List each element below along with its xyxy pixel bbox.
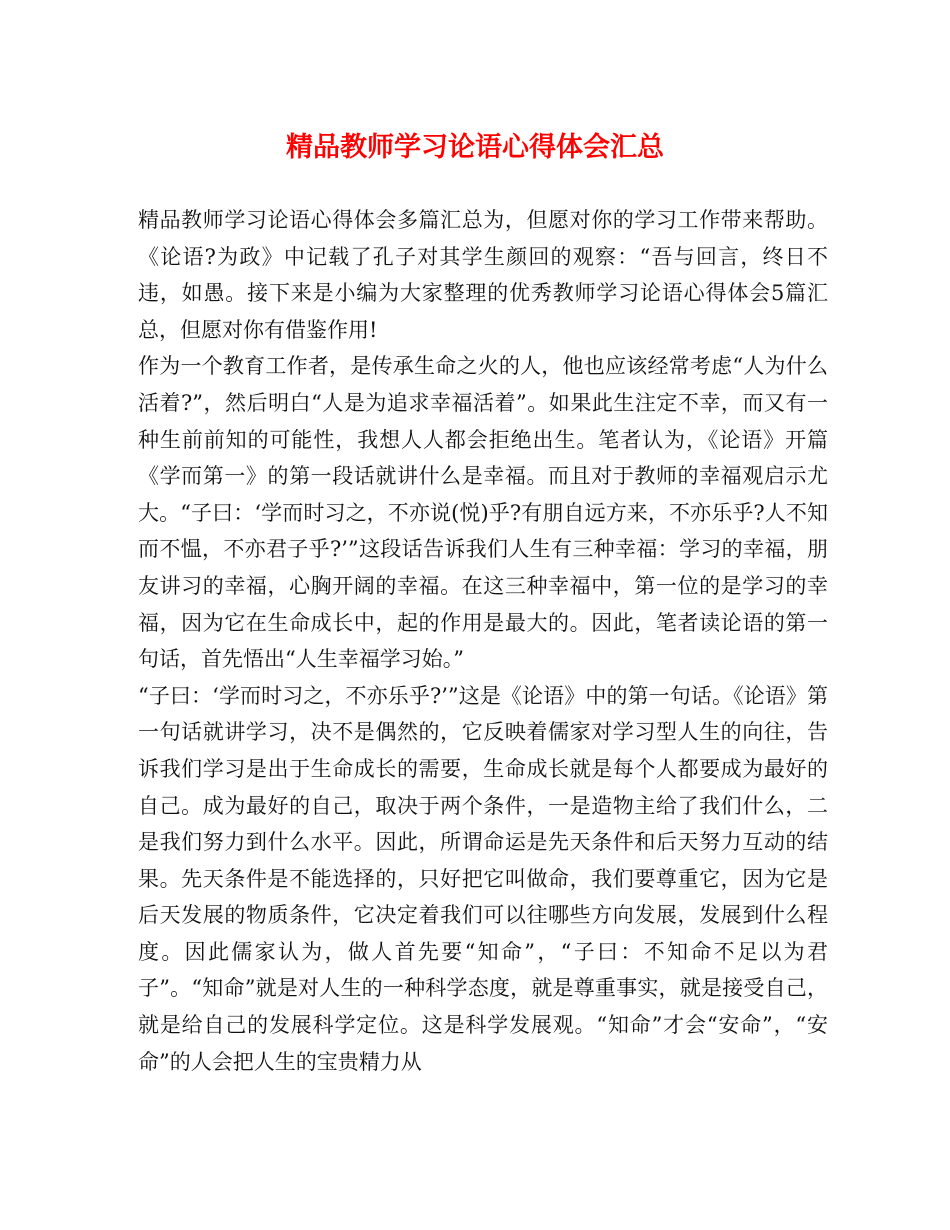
paragraph-learning: “子曰：‘学而时习之，不亦乐乎?’”这是《论语》中的第一句话。《论语》第一句话就讲学习，决不是偶然的，它反映着儒家对学习型人生的向往，告诉我们学习是出于生命成长的需要，生命成长就是每个人都要成为最好的自己。成为最好的自己，取决于两个条件，一是造物主给了我们什么，二是我们努力到什么水平。因此，所谓命运是先天条件和后天努力互动的结果。先天条件是不能选择的，只好把它叫做命，我们要尊重它，因为它是后天发展的物质条件，它决定着我们可以往哪些方向发展，发展到什么程度。因此儒家认为，做人首先要“知命”，“子曰：不知命不足以为君子”。“知命”就是对人生的一种科学态度，就是尊重事实，就是接受自己，就是给自己的发展科学定位。这是科学发展观。“知命”才会“安命”，“安命”的人会把人生的宝贵精力从 (138, 683, 828, 1074)
paragraph-intro: 精品教师学习论语心得体会多篇汇总为，但愿对你的学习工作带来帮助。《论语?为政》中记载了孔子对其学生颜回的观察：“吾与回言，终日不违，如愚。接下来是小编为大家整理的优秀教师学习论语心得体会5篇汇总，但愿对你有借鉴作用! (138, 208, 828, 342)
paragraph-happiness: 作为一个教育工作者，是传承生命之火的人，他也应该经常考虑“人为什么活着?”，然后明白“人是为追求幸福活着”。如果此生注定不幸，而又有一种生前前知的可能性，我想人人都会拒绝出生。笔者认为，《论语》开篇《学而第一》的第一段话就讲什么是幸福。而且对于教师的幸福观启示尤大。“子曰：‘学而时习之，不亦说(悦)乎?有朋自远方来，不亦乐乎?人不知而不愠，不亦君子乎?’”这段话告诉我们人生有三种幸福：学习的幸福，朋友讲习的幸福，心胸开阔的幸福。在这三种幸福中，第一位的是学习的幸福，因为它在生命成长中，起的作用是最大的。因此，笔者读论语的第一句话，首先悟出“人生幸福学习始。” (138, 354, 828, 672)
document-body (138, 202, 828, 1080)
document-title: 精品教师学习论语心得体会汇总 (286, 132, 664, 163)
